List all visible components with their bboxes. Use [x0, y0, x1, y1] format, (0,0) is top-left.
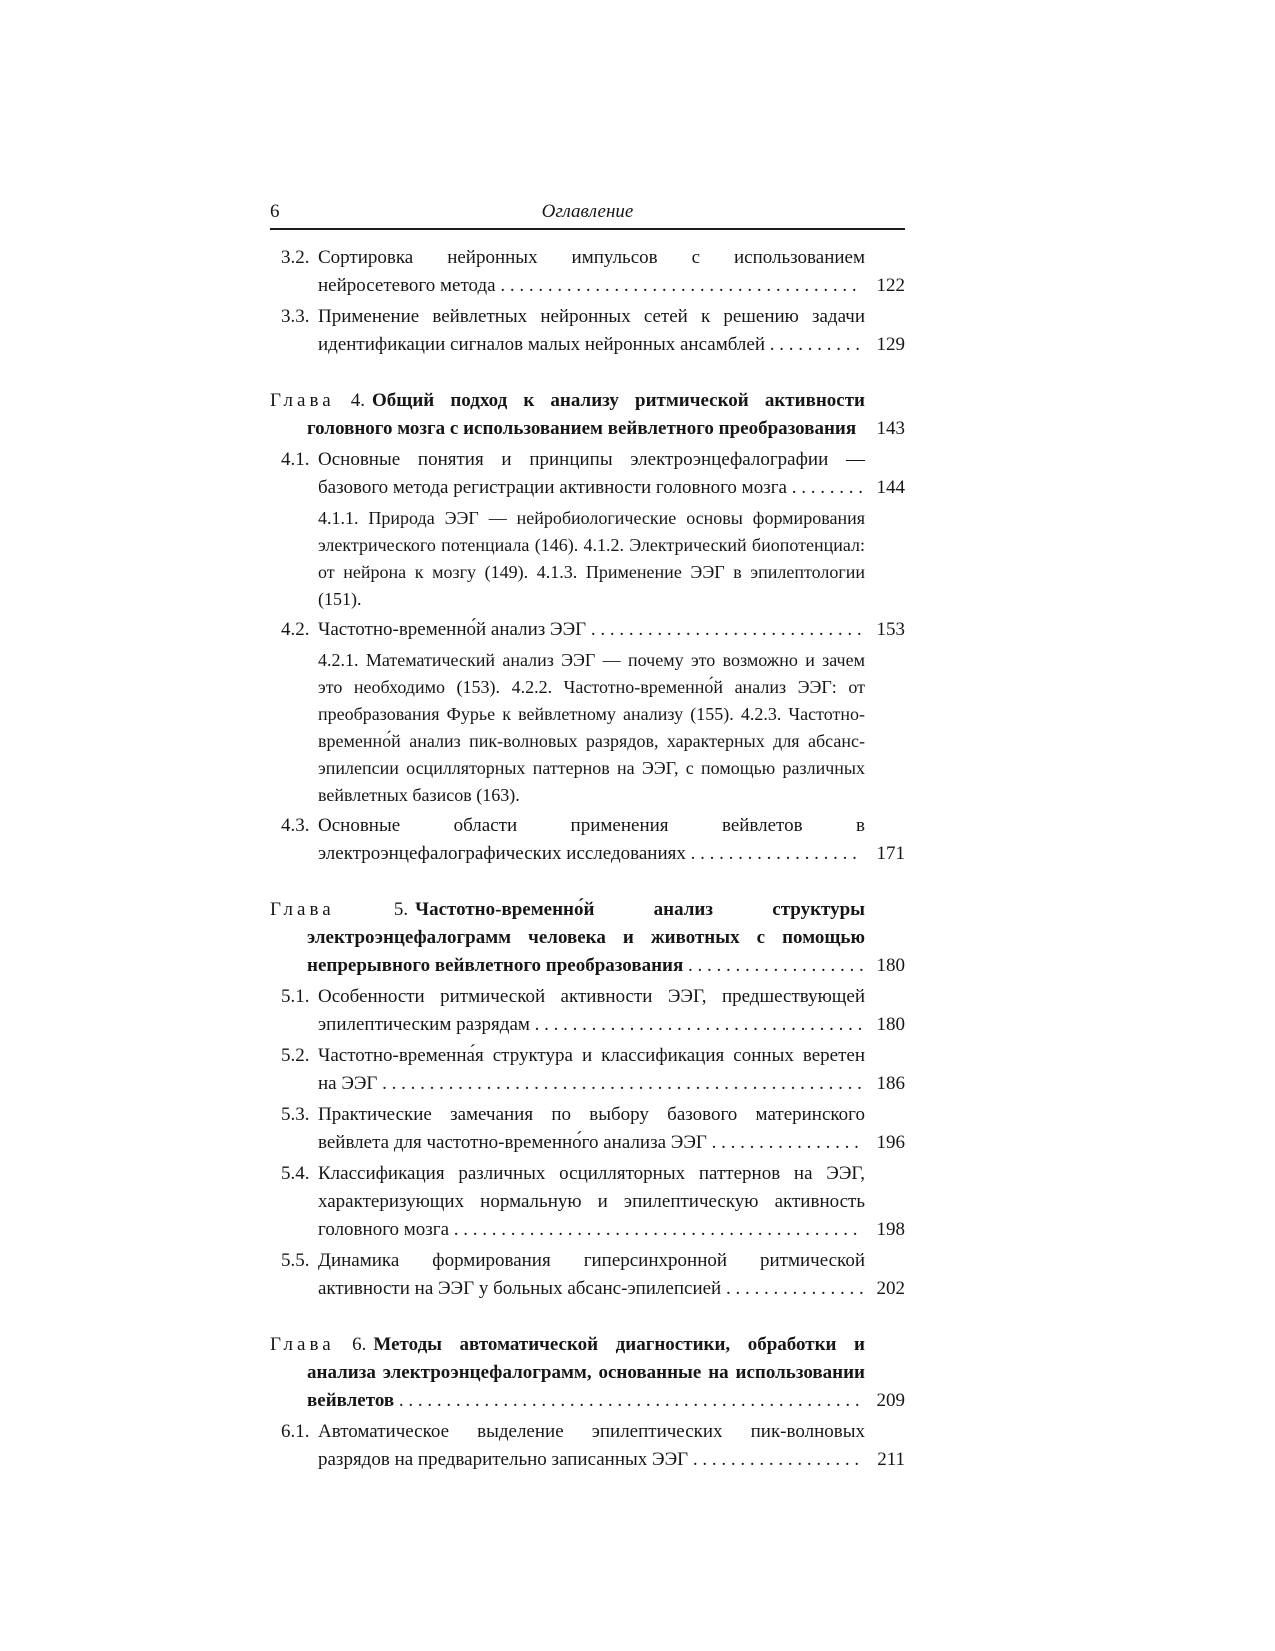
chapter-title: Частотно-временно́й анализ структуры электроэнцефалограмм человека и животных с помощью непрерывного вейвлетного преобразования — [307, 899, 866, 976]
toc-page-number: 143 — [876, 418, 905, 439]
toc-entry-body — [270, 387, 865, 443]
text-block — [270, 198, 905, 1477]
toc-section-3-3 — [270, 303, 905, 359]
toc-subsection-notes: 4.1.1. Природа ЭЭГ — нейробиологические основы формирования электрического потенциала (146). 4.1.2. Электрический биопотенциал: от нейрона к мозгу (149). 4.1.3. Применение ЭЭГ в эпилептологии (151). — [318, 508, 865, 609]
toc-page-number: 196 — [876, 1132, 905, 1153]
toc-page-number: 171 — [876, 843, 905, 864]
dot-leader: . . . . . . . . . . . . . . . — [721, 1278, 864, 1299]
toc-entry-body — [270, 244, 865, 300]
dot-leader: . . . . . . . . . . . . . . . . . . . . . . . . . . . . . . . . . . . . . . — [495, 275, 857, 296]
dot-leader: . . . . . . . . — [786, 477, 863, 498]
chapter-number: 4. — [350, 390, 366, 411]
section-title: Сортировка нейронных импульсов с использованием нейросетевого метода — [318, 247, 865, 296]
toc-page-number: 129 — [876, 334, 905, 355]
chapter-title: Методы автоматической диагностики, обработки и анализа электроэнцефалограмм, основанные на использовании вейвлетов — [307, 1334, 865, 1411]
chapter-word: Глава — [270, 390, 335, 411]
toc-entry-body — [270, 812, 865, 868]
toc-section-5-5 — [270, 1247, 905, 1303]
dot-leader: . . . . . . . . . . . . . . . . . . . . . . . . . . . . . . . . . . . . . . . . . . . . . . . . . . . — [377, 1073, 862, 1094]
toc-page-number: 211 — [877, 1449, 905, 1470]
toc-page-number: 202 — [876, 1278, 905, 1299]
section-number: 5.3. — [281, 1104, 310, 1125]
section-number: 5.4. — [281, 1163, 310, 1184]
toc-page-number: 122 — [876, 275, 905, 296]
header-rule — [270, 228, 905, 230]
section-title: Динамика формирования гиперсинхронной ритмической активности на ЭЭГ у больных абсанс-эпилепсией — [318, 1250, 865, 1299]
toc-entry-body — [270, 446, 865, 502]
toc-entry-body — [270, 983, 865, 1039]
section-number: 5.1. — [281, 986, 310, 1007]
section-number: 6.1. — [281, 1421, 310, 1442]
toc-section-4-1 — [270, 446, 905, 502]
toc-entry-body — [270, 896, 865, 980]
toc-entry-body — [270, 1042, 865, 1098]
dot-leader: . . . . . . . . . . — [765, 334, 860, 355]
toc-entry-body — [270, 1331, 865, 1415]
toc-entry-body — [270, 1418, 865, 1474]
toc-section-5-2 — [270, 1042, 905, 1098]
section-title: Практические замечания по выбору базового материнского вейвлета для частотно-временно́го анализа ЭЭГ — [318, 1104, 865, 1153]
toc-section-3-2 — [270, 244, 905, 300]
section-title: Классификация различных осцилляторных паттернов на ЭЭГ, характеризующих нормальную и эпилептическую активность головного мозга — [318, 1163, 865, 1240]
section-number: 5.5. — [281, 1250, 310, 1271]
toc-section-5-4 — [270, 1160, 905, 1244]
toc-chapter-5 — [270, 896, 905, 980]
section-title: Применение вейвлетных нейронных сетей к решению задачи идентификации сигналов малых нейронных ансамблей — [318, 306, 865, 355]
chapter-number: 6. — [352, 1334, 367, 1355]
toc-section-4-3 — [270, 812, 905, 868]
chapter-word: Глава — [270, 899, 335, 920]
section-number: 3.3. — [281, 306, 310, 327]
page-header — [270, 198, 905, 226]
section-title: Особенности ритмической активности ЭЭГ, предшествующей эпилептическим разрядам — [318, 986, 865, 1035]
section-number: 4.1. — [281, 449, 310, 470]
toc-chapter-4 — [270, 387, 905, 443]
running-title: Оглавление — [541, 201, 634, 222]
toc-section-6-1 — [270, 1418, 905, 1474]
section-title: Основные области применения вейвлетов в электроэнцефалографических исследованиях — [318, 815, 865, 864]
chapter-word: Глава — [270, 1334, 335, 1355]
toc-section-4-2 — [270, 616, 905, 644]
toc-section-5-1 — [270, 983, 905, 1039]
section-title: Частотно-временна́я структура и классификация сонных веретен на ЭЭГ — [318, 1045, 865, 1094]
chapter-number: 5. — [393, 899, 409, 920]
section-number: 4.2. — [281, 619, 310, 640]
section-title: Частотно-временно́й анализ ЭЭГ — [318, 619, 587, 640]
toc-entry-body — [270, 616, 865, 644]
section-number: 5.2. — [281, 1045, 310, 1066]
dot-leader: . . . . . . . . . . . . . . . . . . . — [683, 955, 864, 976]
dot-leader: . . . . . . . . . . . . . . . . . . . . . . . . . . . . . . . . . . . — [529, 1014, 863, 1035]
toc-entry-body — [270, 1160, 865, 1244]
section-number: 3.2. — [281, 247, 310, 268]
dot-leader: . . . . . . . . . . . . . . . . . . . . . . . . . . . . . . . . . . . . . . . . . . . . . . . . . — [394, 1390, 860, 1411]
toc-chapter-6 — [270, 1331, 905, 1415]
toc-entry-body — [270, 1247, 865, 1303]
toc-entry-body — [270, 1101, 865, 1157]
toc-page-number: 180 — [876, 955, 905, 976]
dot-leader: . . . . . . . . . . . . . . . . — [706, 1132, 859, 1153]
toc-page-number: 144 — [876, 477, 905, 498]
dot-leader: . . . . . . . . . . . . . . . . . . — [685, 843, 857, 864]
chapter-title: Общий подход к анализу ритмической активности головного мозга с использованием вейвлетного преобразования — [307, 390, 865, 439]
section-title: Основные понятия и принципы электроэнцефалографии — базового метода регистрации активности головного мозга — [318, 449, 865, 498]
toc-page-number: 198 — [876, 1219, 905, 1240]
toc-page-number: 153 — [876, 619, 905, 640]
section-number: 4.3. — [281, 815, 310, 836]
toc-section-5-3 — [270, 1101, 905, 1157]
dot-leader: . . . . . . . . . . . . . . . . . . . . . . . . . . . . . — [586, 619, 862, 640]
toc-subsection-notes: 4.2.1. Математический анализ ЭЭГ — почему это возможно и зачем это необходимо (153). 4.2.2. Частотно-временно́й анализ ЭЭГ: от преобразования Фурье к вейвлетному анализу (155). 4.2.3. Частотно-временно́й анализ пик-волновых разрядов, характерных для абсанс-эпилепсии осцилляторных паттернов на ЭЭГ, с помощью различных вейвлетных базисов (163). — [318, 650, 865, 805]
toc-page-number: 180 — [876, 1014, 905, 1035]
dot-leader: . . . . . . . . . . . . . . . . . . . . . . . . . . . . . . . . . . . . . . . . . . . — [449, 1219, 858, 1240]
page-number: 6 — [270, 201, 280, 222]
toc-entry-body — [270, 303, 865, 359]
toc-page-number: 186 — [876, 1073, 905, 1094]
toc-page-number: 209 — [876, 1390, 905, 1411]
dot-leader: . . . . . . . . . . . . . . . . . . — [688, 1449, 860, 1470]
section-title: Автоматическое выделение эпилептических пик-волновых разрядов на предварительно записанных ЭЭГ — [318, 1421, 865, 1470]
toc-list — [270, 244, 905, 1474]
